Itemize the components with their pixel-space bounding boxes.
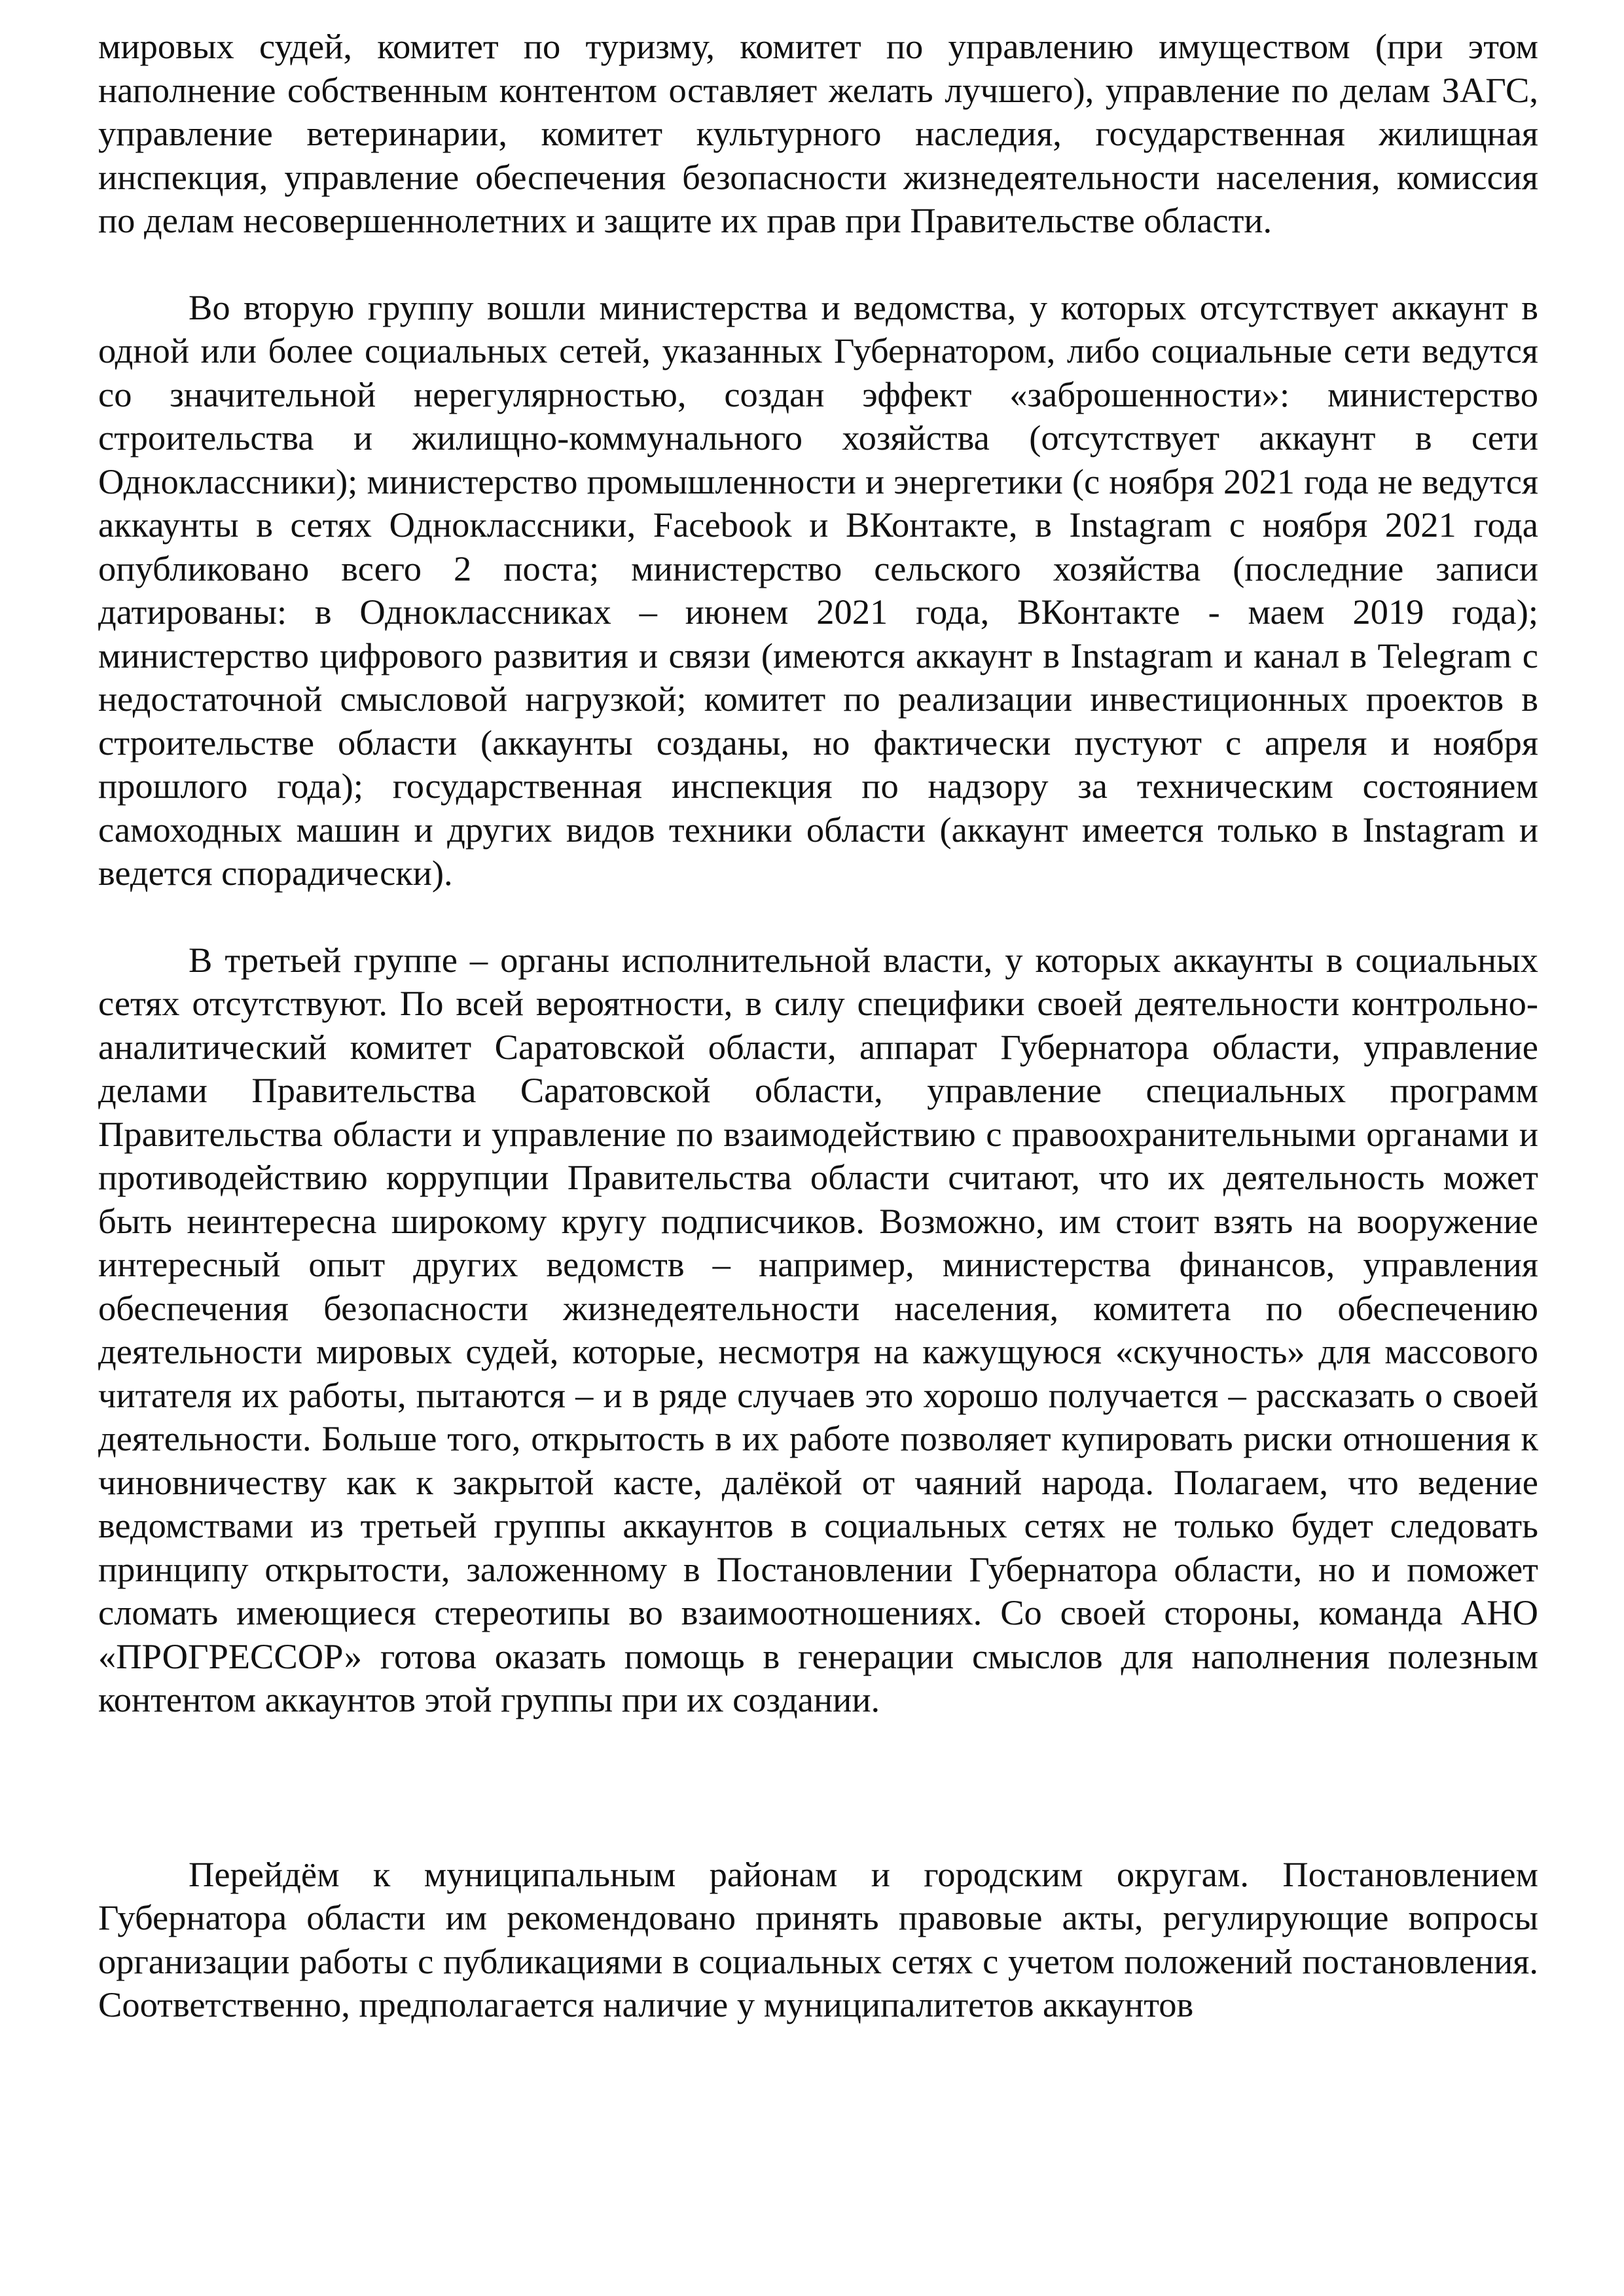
- paragraph-third-group: В третьей группе – органы исполнительной власти, у которых аккаунты в социальных сетях отсутствуют. По всей вероятности, в силу специфики своей деятельности контрольно-аналитический комитет Саратовской области, аппарат Губернатора области, управление делами Правительства Саратовской области, управление специальных программ Правительства области и управление по взаимодействию с правоохранительными органами и противодействию коррупции Правительства области считают, что их деятельность может быть неинтересна широкому кругу подписчиков. Возможно, им стоит взять на вооружение интересный опыт других ведомств – например, министерства финансов, управления обеспечения безопасности жизнедеятельности населения, комитета по обеспечению деятельности мировых судей, которые, несмотря на кажущуюся «скучность» для массового читателя их работы, пытаются – и в ряде случаев это хорошо получается – рассказать о своей деятельности. Больше того, открытость в их работе позволяет купировать риски отношения к чиновничеству как к закрытой касте, далёкой от чаяний народа. Полагаем, что ведение ведомствами из третьей группы аккаунтов в социальных сетях не только будет следовать принципу открытости, заложенному в Постановлении Губернатора области, но и поможет сломать имеющиеся стереотипы во взаимоотношениях. Со своей стороны, команда АНО «ПРОГРЕССОР» готова оказать помощь в генерации смыслов для наполнения полезным контентом аккаунтов этой группы при их создании.: [98, 939, 1538, 1719]
- paragraph-continuation: мировых судей, комитет по туризму, комитет по управлению имуществом (при этом наполнение собственным контентом оставляет желать лучшего), управление по делам ЗАГС, управление ветеринарии, комитет культурного наследия, государственная жилищная инспекция, управление обеспечения безопасности жизнедеятельности населения, комиссия по делам несовершеннолетних и защите их прав при Правительстве области.: [98, 26, 1538, 240]
- paragraph-municipalities: Перейдём к муниципальным районам и городским округам. Постановлением Губернатора области им рекомендовано принять правовые акты, регулирующие вопросы организации работы с публикациями в социальных сетях с учетом положений постановления. Соответственно, предполагается наличие у муниципалитетов аккаунтов: [98, 1854, 1538, 2024]
- paragraph-second-group: Во вторую группу вошли министерства и ведомства, у которых отсутствует аккаунт в одной или более социальных сетей, указанных Губернатором, либо социальные сети ведутся со значительной нерегулярностью, создан эффект «заброшенности»: министерство строительства и жилищно-коммунального хозяйства (отсутствует аккаунт в сети Одноклассники); министерство промышленности и энергетики (с ноября 2021 года не ведутся аккаунты в сетях Одноклассники, Facebook и ВКонтакте, в Instagram с ноября 2021 года опубликовано всего 2 поста; министерство сельского хозяйства (последние записи датированы: в Одноклассниках – июнем 2021 года, ВКонтакте - маем 2019 года); министерство цифрового развития и связи (имеются аккаунт в Instagram и канал в Telegram с недостаточной смысловой нагрузкой; комитет по реализации инвестиционных проектов в строительстве области (аккаунты созданы, но фактически пустуют с апреля и ноября прошлого года); государственная инспекция по надзору за техническим состоянием самоходных машин и других видов техники области (аккаунт имеется только в Instagram и ведется спорадически).: [98, 287, 1538, 893]
- document-page: [98, 25, 1538, 2027]
